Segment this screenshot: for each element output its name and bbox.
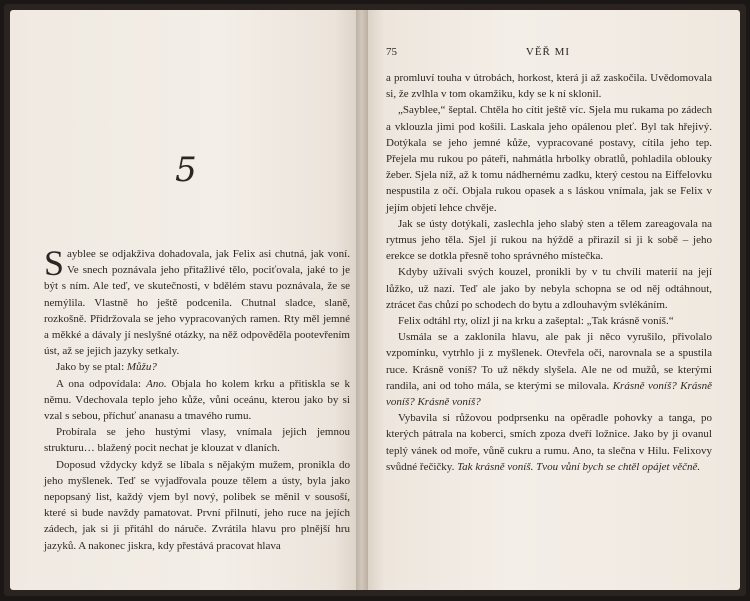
right-page-body — [386, 70, 712, 475]
paragraph — [386, 264, 712, 313]
paragraph-text: Doposud vždycky když se líbala s nějakým mužem, pronikla do jeho myšlenek. Teď se vyjadřovala pouze tělem a ústy, byla jako nepopsaný list, každý vjem byl nový, polibek se měnil v sousoší, které si bude navždy pamatovat. První přilnutí, jeho ruce na jejích zádech, jak si ji přitáhl do náruče. Zvrátila hlavu pro plnější hru jazyků. A nakonec jiskra, kdy přestává pracovat hlava — [44, 458, 350, 552]
paragraph — [386, 70, 712, 102]
paragraph — [386, 102, 712, 215]
open-book — [4, 4, 746, 596]
left-page — [10, 10, 362, 590]
paragraph — [44, 243, 350, 359]
paragraph-text: Jako by se ptal: — [56, 361, 127, 374]
paragraph — [386, 329, 712, 410]
right-page — [362, 10, 740, 590]
paragraph — [386, 410, 712, 475]
paragraph-italic: Ano. — [146, 377, 167, 390]
paragraph-text: „Saybleе,“ šeptal. Chtěla ho cítit ještě víc. Sjela mu rukama po zádech a vklouzla jimi pod košili. Laskala jeho opálenou pleť. Byl tak hřejivý. Dotýkala se jeho jemné kůže, vypracované postavy, cítila jeho tep. Přejela mu rukou po páteři, nahmátla hrbolky obratlů, pohladila oblouky žeber. Sjela níž, až k tomu nádhernému zadku, který cestou na Eiffelovku nespustila z očí. Objala rukou opasek a s láskou vnímala, jak se Felix v jejím objetí lehce chvěje. — [386, 104, 712, 214]
paragraph — [44, 457, 350, 554]
paragraph — [44, 359, 350, 375]
paragraph-text: Objala ho kolem krku a přitiskla se k němu. Vdechovala teplo jeho kůže, vůni oceánu, kterou jako by si vzal s sebou, příchuť ananasu a tmavého rumu. — [44, 377, 350, 423]
paragraph-text: Usmála se a zaklonila hlavu, ale pak ji něco vyrušilo, přivolalo vzpomínku, vytrhlo ji z myšlenek. Otevřela oči, narovnala se a spustila ruce. Krásně voníš? To už někdy slyšela. Ale ne od mužů, se kterými randila, ani od toho mála, se kterými se milovala. — [386, 331, 712, 392]
page-number: 75 — [386, 46, 397, 58]
paragraph-italic: Můžu? — [126, 361, 157, 374]
book-gutter — [356, 10, 368, 590]
drop-cap: S — [44, 243, 65, 283]
paragraph — [44, 376, 350, 425]
paragraph-text: Felix odtáhl rty, olízl ji na krku a zašeptal: „Tak krásně voníš.“ — [398, 315, 674, 328]
paragraph-text: Vybavila si růžovou podprsenku na opěradle pohovky a tanga, po kterých pátrala na koberci, smích zpoza dveří ložnice. Jako by ji ovanul teplý vánek od moře, vůně cukru a rumu. Ano, ta slečna v Hilu. Felixovy svůdné řečičky. — [386, 412, 712, 473]
paragraph-text: A ona odpovídala: — [56, 377, 147, 390]
paragraph-text: Kdyby užívali svých kouzel, pronikli by v tu chvíli materií na její lůžko, už nazí. Teď ale jako by nebyla schopna se od něj odtáhnout, ztrácet čas chůzí po schodech do bytu a zdlouhavým svlékáním. — [386, 266, 712, 311]
left-page-body — [44, 243, 350, 554]
paragraph-italic: Tak krásně voníš. Tvou vůní bych se chtěl opájet věčně. — [457, 460, 701, 473]
paragraph-text: a promluví touha v útrobách, horkost, která ji až zaskočila. Uvědomovala si, že zvlhla v tom okamžiku, kdy se k ní sklonil. — [386, 72, 712, 101]
paragraph-text: Probírala se jeho hustými vlasy, vnímala jejich jemnou strukturu… blažený pocit nechat je klouzat v dlaních. — [44, 426, 350, 455]
running-title: VĚŘ MI — [525, 46, 571, 58]
paragraph — [44, 424, 350, 456]
paragraph — [386, 313, 712, 329]
paragraph-text: Jak se ústy dotýkali, zaslechla jeho slabý sten a tělem zareagovala na rytmus jeho těla. Sjel jí rukou na hýždě a přirazil si ji k sobě – jeho erekce se dotkla přesně toho správného místečka. — [386, 217, 712, 263]
paragraph — [386, 216, 712, 265]
paragraph-text: ayblee se odjakživa dohadovala, jak Felix asi chutná, jak voní. Ve snech poznávala jeho přitažlivé tělo, pociťovala, jaké to je být s ním. Ale teď, ve skutečnosti, v bdělém stavu poznávala, že se nemýlila. Vlastně ho ještě podcenila. Chutnal sladce, slaně, rozkošně. Přidržovala se jeho vypracovaných ramen. Rty měl jemné a měkké a dávaly jí neslyšné otázky, na něž odpověděla pootevřením úst, až se jejich jazyky setkaly. — [44, 248, 350, 358]
paragraph-italic: Krásně voníš? Krásně voníš? Krásně voníš? — [386, 379, 713, 409]
chapter-number: 5 — [175, 150, 197, 190]
